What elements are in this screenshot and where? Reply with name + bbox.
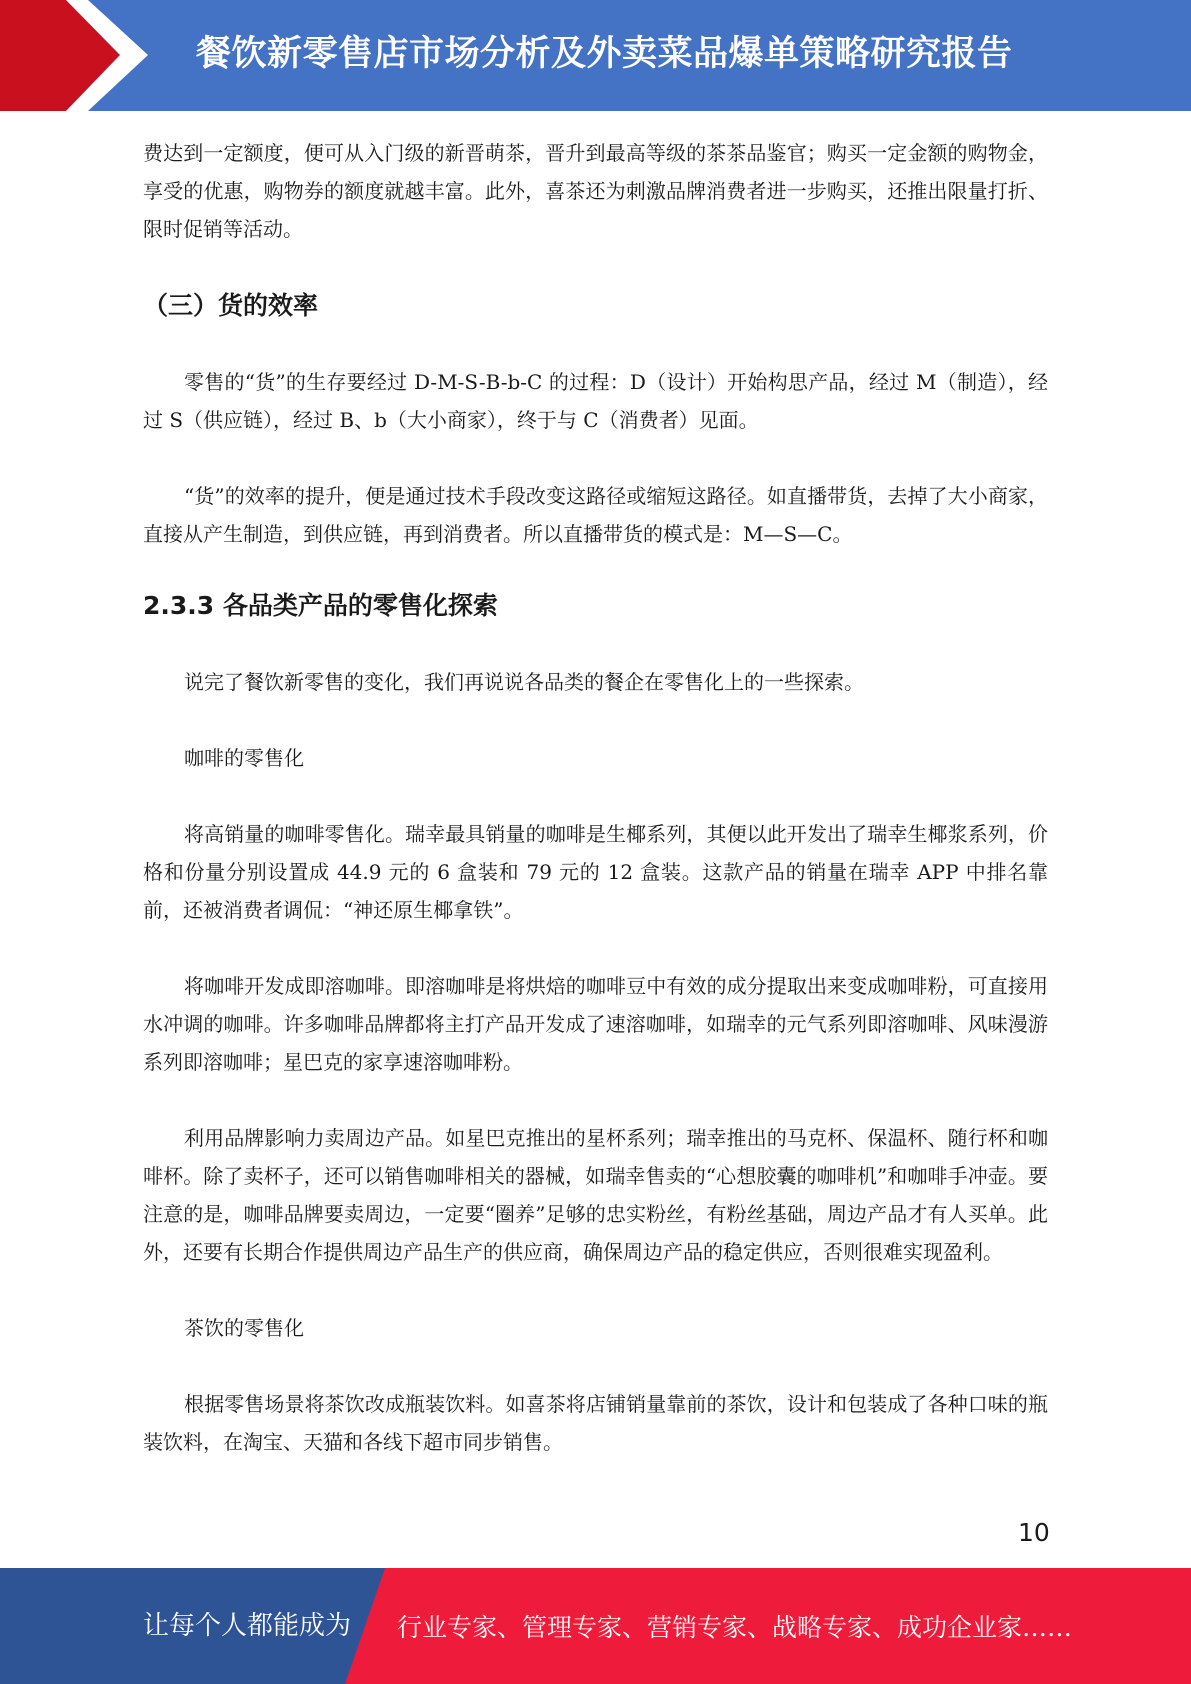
- paragraph-coffee-2: 将咖啡开发成即溶咖啡。即溶咖啡是将烘焙的咖啡豆中有效的成分提取出来变成咖啡粉，可直接用水冲调的咖啡。许多咖啡品牌都将主打产品开发成了速溶咖啡，如瑞幸的元气系列即溶咖啡、风味漫游系列即溶咖啡；星巴克的家享速溶咖啡粉。: [143, 974, 1048, 1074]
- page-header: [0, 0, 1191, 111]
- paragraph-233-intro: 说完了餐饮新零售的变化，我们再说说各品类的餐企在零售化上的一些探索。: [184, 670, 864, 694]
- paragraph-goods-1: 零售的“货”的生存要经过 D-M-S-B-b-C 的过程：D（设计）开始构思产品，经过 M（制造），经过 S（供应链），经过 B、b（大小商家），终于与 C（消费者）见面。: [143, 370, 1048, 432]
- report-title: 餐饮新零售店市场分析及外卖菜品爆单策略研究报告: [196, 34, 1013, 74]
- footer-slogan-right: 行业专家、管理专家、营销专家、战略专家、成功企业家……: [397, 1613, 1073, 1642]
- page-footer: [0, 1568, 1191, 1684]
- page-number: 10: [1018, 1518, 1050, 1547]
- paragraph-intro: 费达到一定额度，便可从入门级的新晋萌茶，晋升到最高等级的茶茶品鉴官；购买一定金额的购物金，享受的优惠，购物券的额度就越丰富。此外，喜茶还为刺激品牌消费者进一步购买，还推出限量打折、限时促销等活动。: [143, 141, 1048, 241]
- section-heading-2-3-3: 2.3.3 各品类产品的零售化探索: [143, 591, 498, 620]
- footer-slogan-left: 让每个人都能成为: [143, 1611, 352, 1641]
- page-content: [143, 134, 1048, 1461]
- section-heading-goods-efficiency: （三）货的效率: [143, 291, 319, 320]
- paragraph-tea-1: 根据零售场景将茶饮改成瓶装饮料。如喜茶将店铺销量靠前的茶饮，设计和包装成了各种口味的瓶装饮料，在淘宝、天猫和各线下超市同步销售。: [143, 1392, 1048, 1454]
- subheading-coffee-retail: 咖啡的零售化: [184, 746, 304, 770]
- paragraph-coffee-3: 利用品牌影响力卖周边产品。如星巴克推出的星杯系列；瑞幸推出的马克杯、保温杯、随行杯和咖啡杯。除了卖杯子，还可以销售咖啡相关的器械，如瑞幸售卖的“心想胶囊的咖啡机”和咖啡手冲壶。要注意的是，咖啡品牌要卖周边，一定要“圈养”足够的忠实粉丝，有粉丝基础，周边产品才有人买单。此外，还要有长期合作提供周边产品生产的供应商，确保周边产品的稳定供应，否则很难实现盈利。: [143, 1126, 1048, 1264]
- paragraph-goods-2: “货”的效率的提升，便是通过技术手段改变这路径或缩短这路径。如直播带货，去掉了大小商家，直接从产生制造，到供应链，再到消费者。所以直播带货的模式是：M—S—C。: [143, 484, 1048, 546]
- header-arrow-decoration: [0, 0, 160, 111]
- paragraph-coffee-1: 将高销量的咖啡零售化。瑞幸最具销量的咖啡是生椰系列，其便以此开发出了瑞幸生椰浆系列，价格和份量分别设置成 44.9 元的 6 盒装和 79 元的 12 盒装。这款产品的销量在瑞幸 APP 中排名靠前，还被消费者调侃：“神还原生椰拿铁”。: [143, 822, 1048, 922]
- subheading-tea-retail: 茶饮的零售化: [184, 1316, 304, 1340]
